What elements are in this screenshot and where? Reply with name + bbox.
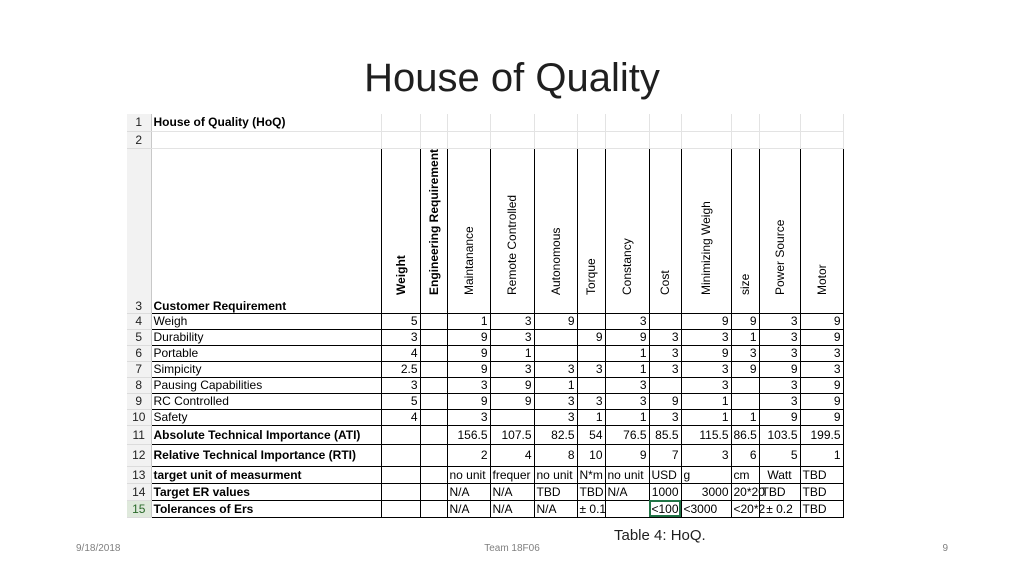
value-cell[interactable]	[534, 329, 577, 345]
value-cell[interactable]: 3	[681, 329, 731, 345]
value-cell[interactable]	[649, 377, 681, 393]
tolerance-cell[interactable]: <3000	[681, 500, 731, 517]
ati-value[interactable]: 54	[577, 425, 605, 444]
tolerance-cell[interactable]: ± 0.1	[577, 500, 605, 517]
rti-value[interactable]: 5	[759, 444, 800, 466]
rti-value[interactable]: 8	[534, 444, 577, 466]
value-cell[interactable]: 9	[759, 361, 800, 377]
target-cell[interactable]: N/A	[490, 483, 534, 500]
value-cell[interactable]: 1	[447, 313, 490, 329]
weight-cell[interactable]: 3	[381, 329, 420, 345]
value-cell[interactable]: 3	[490, 361, 534, 377]
column-header[interactable]: Torque	[577, 148, 605, 313]
table-caption: Table 4: HoQ.	[614, 527, 706, 544]
footer-page-number: 9	[942, 543, 948, 554]
target-cell[interactable]: 1000	[649, 483, 681, 500]
tolerance-cell[interactable]: ± 0.2	[759, 500, 800, 517]
value-cell[interactable]: 1	[577, 409, 605, 425]
ati-value[interactable]: 85.5	[649, 425, 681, 444]
value-cell[interactable]	[731, 393, 759, 409]
value-cell[interactable]: 1	[605, 409, 649, 425]
requirement-name[interactable]: Pausing Capabilities	[151, 377, 381, 393]
unit-cell[interactable]: no unit	[534, 466, 577, 483]
value-cell[interactable]: 3	[577, 361, 605, 377]
footer-date: 9/18/2018	[76, 543, 121, 554]
value-cell[interactable]: 9	[731, 361, 759, 377]
rti-value[interactable]: 10	[577, 444, 605, 466]
value-cell[interactable]: 9	[800, 377, 843, 393]
value-cell[interactable]: 3	[759, 329, 800, 345]
units-row	[127, 466, 843, 483]
value-cell[interactable]: 3	[447, 377, 490, 393]
value-cell[interactable]: 9	[681, 313, 731, 329]
selected-cell[interactable]: <100	[649, 500, 681, 517]
row-number: 2	[127, 131, 151, 148]
value-cell[interactable]: 9	[800, 409, 843, 425]
value-cell[interactable]: 3	[605, 313, 649, 329]
value-cell[interactable]: 1	[681, 393, 731, 409]
sheet-row-2	[127, 131, 843, 148]
value-cell[interactable]: 1	[605, 345, 649, 361]
engineering-requirement-header[interactable]: Engineering Requirement	[420, 148, 447, 313]
value-cell[interactable]	[534, 345, 577, 361]
value-cell[interactable]: 3	[800, 361, 843, 377]
requirement-name[interactable]: Portable	[151, 345, 381, 361]
value-cell[interactable]: 9	[447, 329, 490, 345]
value-cell[interactable]	[577, 345, 605, 361]
column-header[interactable]: Constancy	[605, 148, 649, 313]
value-cell[interactable]: 9	[490, 377, 534, 393]
ati-value[interactable]: 107.5	[490, 425, 534, 444]
value-cell[interactable]: 9	[800, 329, 843, 345]
value-cell[interactable]: 3	[490, 329, 534, 345]
tolerance-cell[interactable]: N/A	[490, 500, 534, 517]
row-number: 3	[127, 148, 151, 313]
rti-row	[127, 444, 843, 466]
value-cell[interactable]: 9	[800, 393, 843, 409]
unit-cell[interactable]: USD	[649, 466, 681, 483]
targets-row	[127, 483, 843, 500]
value-cell[interactable]: 9	[447, 345, 490, 361]
value-cell[interactable]: 3	[759, 393, 800, 409]
rti-value[interactable]: 3	[681, 444, 731, 466]
tolerances-row	[127, 500, 843, 517]
rti-value[interactable]: 2	[447, 444, 490, 466]
rti-label[interactable]: Relative Technical Importance (RTI)	[151, 444, 381, 466]
column-header[interactable]: Motor	[800, 148, 843, 313]
value-cell[interactable]: 9	[800, 313, 843, 329]
value-cell[interactable]: 9	[605, 329, 649, 345]
row-number: 14	[127, 483, 151, 500]
row-number: 15	[127, 500, 151, 517]
table-row	[127, 377, 843, 393]
table-row	[127, 345, 843, 361]
value-cell[interactable]	[649, 313, 681, 329]
target-cell[interactable]: TBD	[800, 483, 843, 500]
value-cell[interactable]: 3	[534, 361, 577, 377]
column-header[interactable]: Power Source	[759, 148, 800, 313]
value-cell[interactable]: 1	[490, 345, 534, 361]
requirement-name[interactable]: Safety	[151, 409, 381, 425]
row-number: 5	[127, 329, 151, 345]
ati-label[interactable]: Absolute Technical Importance (ATI)	[151, 425, 381, 444]
hoq-table	[127, 114, 844, 518]
target-cell[interactable]: 20*20	[731, 483, 759, 500]
customer-requirement-header[interactable]: Customer Requirement	[151, 148, 381, 313]
row-number: 1	[127, 114, 151, 131]
unit-cell[interactable]: Watt	[759, 466, 800, 483]
header-row	[127, 148, 843, 313]
row-number: 7	[127, 361, 151, 377]
value-cell[interactable]	[577, 377, 605, 393]
target-cell[interactable]: TBD	[759, 483, 800, 500]
ati-value[interactable]: 82.5	[534, 425, 577, 444]
value-cell[interactable]: 3	[534, 409, 577, 425]
row-number: 8	[127, 377, 151, 393]
requirement-name[interactable]: Weigh	[151, 313, 381, 329]
value-cell[interactable]	[731, 377, 759, 393]
value-cell[interactable]: 3	[649, 361, 681, 377]
tolerance-cell[interactable]: N/A	[447, 500, 490, 517]
target-cell[interactable]: TBD	[577, 483, 605, 500]
value-cell[interactable]: 9	[577, 329, 605, 345]
table-row	[127, 361, 843, 377]
value-cell[interactable]: 1	[731, 329, 759, 345]
unit-cell[interactable]: N*m	[577, 466, 605, 483]
value-cell[interactable]: 3	[800, 345, 843, 361]
weight-cell[interactable]: 3	[381, 377, 420, 393]
footer-team: Team 18F06	[484, 543, 540, 554]
weight-cell[interactable]: 4	[381, 409, 420, 425]
row-number: 4	[127, 313, 151, 329]
value-cell[interactable]: 3	[534, 393, 577, 409]
hoq-spreadsheet	[127, 114, 843, 518]
weight-header[interactable]: Weight	[381, 148, 420, 313]
unit-cell[interactable]: no unit	[605, 466, 649, 483]
value-cell[interactable]: 3	[649, 409, 681, 425]
column-header[interactable]: Cost	[649, 148, 681, 313]
ati-value[interactable]: 86.5	[731, 425, 759, 444]
value-cell[interactable]: 9	[490, 393, 534, 409]
column-header[interactable]: Remote Controlled	[490, 148, 534, 313]
value-cell[interactable]: 1	[681, 409, 731, 425]
value-cell[interactable]: 3	[577, 393, 605, 409]
row-number: 10	[127, 409, 151, 425]
ati-value[interactable]: 156.5	[447, 425, 490, 444]
requirement-name[interactable]: RC Controlled	[151, 393, 381, 409]
value-cell[interactable]: 3	[649, 329, 681, 345]
column-header[interactable]: size	[731, 148, 759, 313]
value-cell[interactable]: 3	[681, 377, 731, 393]
column-header[interactable]: Minimizing Weigh	[681, 148, 731, 313]
requirement-name[interactable]: Simpicity	[151, 361, 381, 377]
column-header[interactable]: Maintanance	[447, 148, 490, 313]
value-cell[interactable]: 9	[759, 409, 800, 425]
tolerance-cell[interactable]	[605, 500, 649, 517]
value-cell[interactable]	[577, 313, 605, 329]
value-cell[interactable]: 9	[731, 313, 759, 329]
requirement-name[interactable]: Durability	[151, 329, 381, 345]
rti-value[interactable]: 1	[800, 444, 843, 466]
table-row	[127, 313, 843, 329]
rti-value[interactable]: 7	[649, 444, 681, 466]
value-cell[interactable]: 3	[649, 345, 681, 361]
unit-cell[interactable]: TBD	[800, 466, 843, 483]
rti-value[interactable]: 6	[731, 444, 759, 466]
unit-cell[interactable]: g	[681, 466, 731, 483]
ati-row	[127, 425, 843, 444]
target-cell[interactable]: TBD	[534, 483, 577, 500]
unit-cell[interactable]: no unit	[447, 466, 490, 483]
target-cell[interactable]: N/A	[447, 483, 490, 500]
weight-cell[interactable]: 4	[381, 345, 420, 361]
value-cell[interactable]: 9	[447, 361, 490, 377]
tolerances-label[interactable]: Tolerances of Ers	[151, 500, 381, 517]
row-number: 12	[127, 444, 151, 466]
ati-value[interactable]: 103.5	[759, 425, 800, 444]
value-cell[interactable]: 1	[534, 377, 577, 393]
units-label[interactable]: target unit of measurment	[151, 466, 381, 483]
target-cell[interactable]: 3000	[681, 483, 731, 500]
weight-cell[interactable]: 2.5	[381, 361, 420, 377]
value-cell[interactable]: 3	[759, 377, 800, 393]
ati-value[interactable]: 76.5	[605, 425, 649, 444]
value-cell[interactable]: 1	[731, 409, 759, 425]
row-number: 13	[127, 466, 151, 483]
target-cell[interactable]: N/A	[605, 483, 649, 500]
value-cell[interactable]: 3	[605, 393, 649, 409]
tolerance-cell[interactable]: <20*2	[731, 500, 759, 517]
tolerance-cell[interactable]: N/A	[534, 500, 577, 517]
unit-cell[interactable]: cm	[731, 466, 759, 483]
sheet-row-1	[127, 114, 843, 131]
weight-cell[interactable]: 5	[381, 313, 420, 329]
ati-value[interactable]: 199.5	[800, 425, 843, 444]
ati-value[interactable]: 115.5	[681, 425, 731, 444]
value-cell[interactable]: 3	[490, 313, 534, 329]
value-cell[interactable]: 9	[681, 345, 731, 361]
value-cell[interactable]: 3	[605, 377, 649, 393]
unit-cell[interactable]: frequer	[490, 466, 534, 483]
targets-label[interactable]: Target ER values	[151, 483, 381, 500]
slide-title: House of Quality	[364, 56, 660, 100]
value-cell[interactable]: 3	[731, 345, 759, 361]
value-cell[interactable]: 3	[759, 313, 800, 329]
tolerance-cell[interactable]: TBD	[800, 500, 843, 517]
value-cell[interactable]: 3	[447, 409, 490, 425]
rti-value[interactable]: 9	[605, 444, 649, 466]
rti-value[interactable]: 4	[490, 444, 534, 466]
row-number: 11	[127, 425, 151, 444]
table-row	[127, 409, 843, 425]
value-cell[interactable]	[490, 409, 534, 425]
table-row	[127, 329, 843, 345]
value-cell[interactable]: 3	[681, 361, 731, 377]
row-number: 9	[127, 393, 151, 409]
sheet-title[interactable]: House of Quality (HoQ)	[151, 114, 381, 131]
value-cell[interactable]: 9	[649, 393, 681, 409]
weight-cell[interactable]: 5	[381, 393, 420, 409]
value-cell[interactable]: 3	[759, 345, 800, 361]
value-cell[interactable]: 1	[605, 361, 649, 377]
row-number: 6	[127, 345, 151, 361]
value-cell[interactable]: 9	[534, 313, 577, 329]
table-row	[127, 393, 843, 409]
column-header[interactable]: Autonomous	[534, 148, 577, 313]
value-cell[interactable]: 9	[447, 393, 490, 409]
